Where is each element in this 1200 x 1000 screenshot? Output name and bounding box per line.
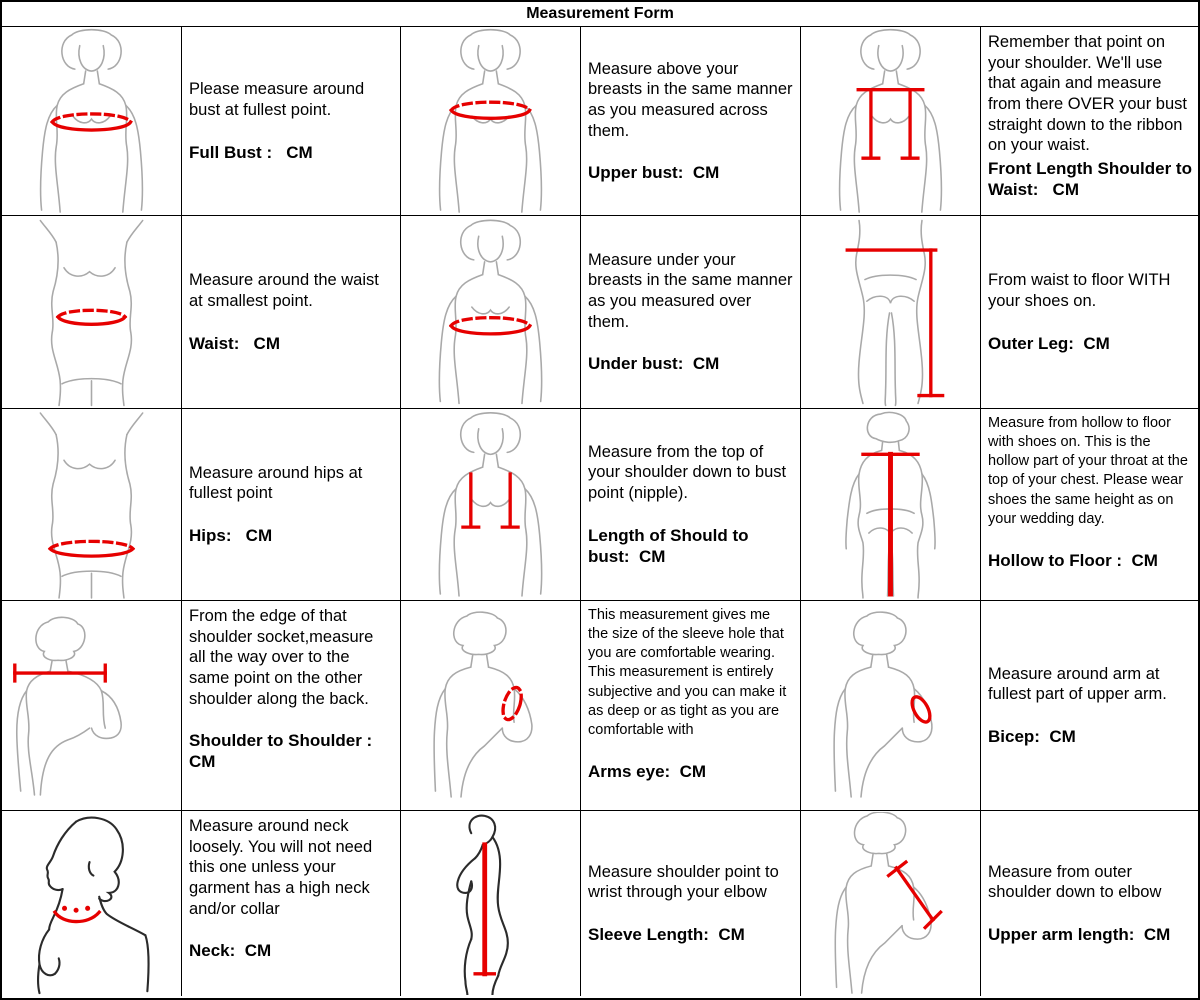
instruction-under-bust [580, 215, 800, 408]
instruction-text: Measure around hips at fullest point [189, 463, 367, 503]
figure-shoulder-to-shoulder [2, 600, 181, 810]
instruction-full-bust [181, 26, 400, 215]
measurement-label: Front Length Shoulder to Waist: CM [988, 158, 1197, 199]
instruction-shoulder-to-shoulder [181, 600, 400, 810]
measurement-label: Outer Leg: CM [988, 333, 1110, 353]
measurement-label: Bicep: CM [988, 727, 1076, 746]
figure-shoulder-to-bust [400, 408, 580, 600]
instruction-front-length [980, 26, 1198, 215]
measurement-label: Length of Should to bust: CM [588, 525, 754, 566]
instruction-text: Remember that point on your shoulder. We'll use that again and measure from there OVER your bust straight down to the ribbon on your waist. [988, 33, 1192, 155]
measurement-label: Hips: CM [189, 526, 273, 545]
instruction-text: Measure from outer shoulder down to elbow [988, 862, 1162, 902]
instruction-hips [181, 408, 400, 600]
figure-upper-arm-length [800, 810, 980, 996]
measurement-grid [2, 26, 1198, 996]
measurement-label: Neck: CM [189, 941, 272, 961]
figure-upper-bust [400, 26, 580, 215]
measurement-label: Waist: CM [189, 333, 280, 353]
instruction-text: This measurement gives me the size of the sleeve hole that you are comfortable wearing. This measurement is entirely subjective and you can make it as deep or as tight as you are comfortable with [588, 607, 791, 738]
instruction-outer-leg [980, 215, 1198, 408]
instruction-hollow-to-floor [980, 408, 1198, 600]
instruction-text: Measure around neck loosely. You will not need this one unless your garment has a high neck and/or collar [189, 817, 377, 918]
instruction-text: Please measure around bust at fullest point. [189, 80, 369, 119]
instruction-sleeve-length [580, 810, 800, 996]
measurement-label: Upper arm length: CM [988, 925, 1171, 944]
measurement-label: Arms eye: CM [588, 761, 707, 781]
instruction-text: Measure around arm at fullest part of upper arm. [988, 664, 1167, 704]
instruction-upper-arm-length [980, 810, 1198, 996]
figure-waist [2, 215, 181, 408]
measurement-label: Under bust: CM [588, 354, 720, 374]
instruction-text: Measure around the waist at smallest point. [189, 271, 384, 310]
instruction-text: Measure above your breasts in the same manner as you measured across them. [588, 59, 798, 140]
figure-outer-leg [800, 215, 980, 408]
instruction-text: Measure under your breasts in the same manner as you measured over them. [588, 250, 798, 331]
figure-hollow-to-floor [800, 408, 980, 600]
instruction-waist [181, 215, 400, 408]
measurement-label: Upper bust: CM [588, 163, 720, 183]
instruction-neck [181, 810, 400, 996]
instruction-text: Measure from hollow to floor with shoes on. This is the hollow part of your throat at the top of your chest. Please wear shoes the same height as on your wedding day. [988, 415, 1192, 527]
figure-bicep [800, 600, 980, 810]
figure-front-length [800, 26, 980, 215]
figure-under-bust [400, 215, 580, 408]
page-title: Measurement Form [526, 5, 674, 22]
figure-neck [2, 810, 181, 996]
measurement-label: Sleeve Length: CM [588, 925, 745, 944]
measurement-label: Shoulder to Shoulder : CM [189, 731, 377, 772]
figure-sleeve-length [400, 810, 580, 996]
instruction-text: Measure shoulder point to wrist through your elbow [588, 862, 784, 902]
instruction-arms-eye [580, 600, 800, 810]
figure-full-bust [2, 26, 181, 215]
figure-arms-eye [400, 600, 580, 810]
instruction-bicep [980, 600, 1198, 810]
measurement-label: Full Bust : CM [189, 142, 313, 162]
instruction-text: Measure from the top of your shoulder down to bust point (nipple). [588, 442, 791, 503]
figure-hips [2, 408, 181, 600]
instruction-text: From waist to floor WITH your shoes on. [988, 271, 1176, 310]
instruction-text: From the edge of that shoulder socket,measure all the way over to the same point on the other shoulder along the back. [189, 607, 378, 708]
instruction-shoulder-to-bust [580, 408, 800, 600]
instruction-upper-bust [580, 26, 800, 215]
measurement-label: Hollow to Floor : CM [988, 550, 1158, 570]
